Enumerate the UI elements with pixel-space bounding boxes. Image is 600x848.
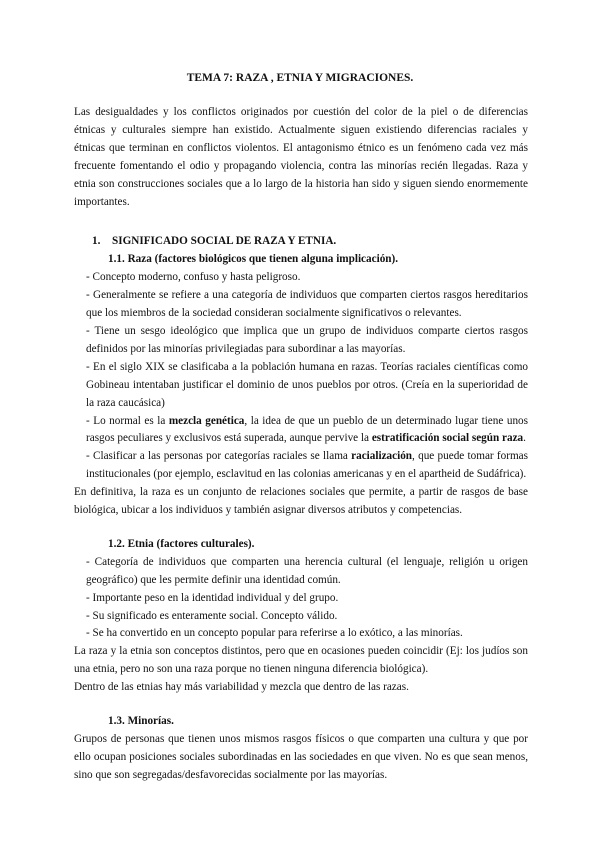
term-estratificacion-social: estratificación social según raza (371, 432, 524, 445)
etnia-bullet-3: - Su significado es enteramente social. Concepto válido. (86, 609, 338, 622)
etnia-bullet-4: - Se ha convertido en un concepto popular para referirse a lo exótico, a las minorías. (86, 627, 463, 640)
minorias-paragraph: Grupos de personas que tienen unos mismos rasgos físicos o que comparten una cultura y que por ello ocupan posiciones sociales subordinadas en las sociedades en que viven. No es que sean menos, sino que son segregadas/desfavorecidas socialmente por las mayorías. (74, 733, 528, 781)
raza-bullet-5 (74, 413, 528, 449)
raza-conclusion: En definitiva, la raza es un conjunto de relaciones sociales que permite, a partir de rasgos de base biológica, ubicar a los individuos y también asignar diversos atributos y competencias. (74, 486, 528, 517)
raza-bullet-5-text-a: - Lo normal es la (86, 414, 169, 427)
document-body (74, 104, 528, 785)
raza-bullet-6 (74, 448, 528, 484)
etnia-bullet-2: - Importante peso en la identidad individual y del grupo. (86, 591, 339, 604)
section-1-title: SIGNIFICADO SOCIAL DE RAZA Y ETNIA. (112, 235, 337, 248)
section-1-heading (74, 233, 528, 251)
document-title: TEMA 7: RAZA , ETNIA Y MIGRACIONES. (186, 72, 414, 84)
raza-bullet-5-text-d: . (523, 432, 526, 445)
term-mezcla-genetica: mezcla genética (168, 414, 245, 427)
raza-bullet-4: - En el siglo XIX se clasificaba a la población humana en razas. Teorías raciales científicas como Gobineau intentaban justificar el dominio de unos pueblos por otros. (Creía en la superioridad de la raza caucásica) (86, 360, 528, 409)
raza-bullet-5-text-c: , la idea de que un pueblo de un determinado lugar tiene unos rasgos peculiares y exclusivos está superada, aunque pervive la (86, 414, 528, 445)
section-1-number: 1. (92, 235, 101, 248)
etnia-paragraph-1: La raza y la etnia son conceptos distintos, pero que en ocasiones pueden coincidir (Ej: los judíos son una etnia, pero no son una raza porque no tienen ninguna diferencia biológica). (74, 645, 528, 676)
subsection-minorias-heading: 1.3. Minorías. (108, 715, 174, 728)
etnia-paragraph-2: Dentro de las etnias hay más variabilidad y mezcla que dentro de las razas. (74, 681, 409, 694)
raza-bullet-2: - Generalmente se refiere a una categoría de individuos que comparten ciertos rasgos hereditarios que los miembros de la sociedad consideran socialmente significativos o relevantes. (86, 289, 528, 320)
raza-bullet-1: - Concepto moderno, confuso y hasta peligroso. (86, 271, 301, 284)
raza-bullet-6-text-a: - Clasificar a las personas por categorías raciales se llama (86, 450, 352, 463)
subsection-etnia-heading: 1.2. Etnia (factores culturales). (108, 537, 255, 550)
subsection-raza-heading: 1.1. Raza (factores biológicos que tienen alguna implicación). (108, 253, 399, 266)
intro-paragraph: Las desigualdades y los conflictos originados por cuestión del color de la piel o de diferencias étnicas y culturales siempre han existido. Actualmente siguen existiendo diferencias raciales y étnicas que terminan en conflictos violentos. El antagonismo étnico es un fenómeno cada vez más frecuente fomentando el odio y propagando violencia, contra las minorías recién llegadas. Raza y etnia son construcciones sociales que a lo largo de la historia han sido y siguen siendo enormemente importantes. (74, 106, 528, 208)
term-racializacion: racialización (351, 450, 413, 463)
raza-bullet-6-text-c: , que puede tomar formas institucionales (por ejemplo, esclavitud en las colonias americanas y en el apartheid de Sudáfrica). (86, 450, 528, 481)
etnia-bullet-1: - Categoría de individuos que comparten una herencia cultural (el lenguaje, religión u origen geográfico) que les permite definir una identidad común. (86, 555, 528, 586)
raza-bullet-3: - Tiene un sesgo ideológico que implica que un grupo de individuos comparte ciertos rasgos definidos por las minorías privilegiadas para subordinar a las mayorías. (86, 324, 528, 355)
